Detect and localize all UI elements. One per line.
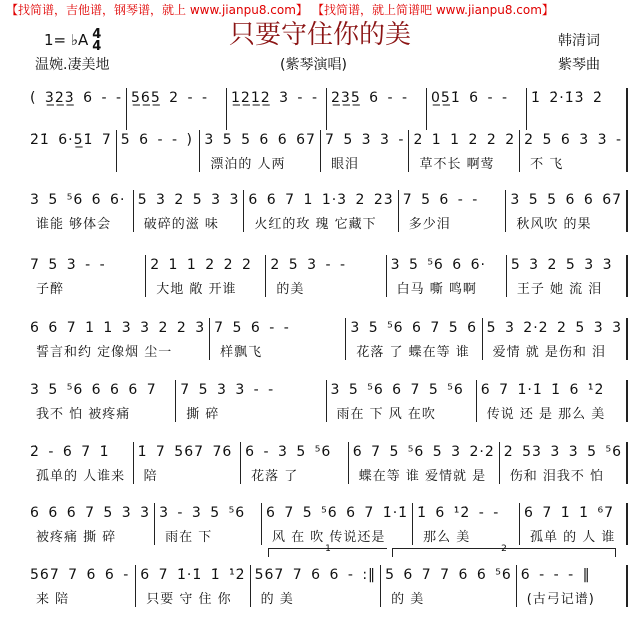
measure-lyric: 白马 嘶 鸣啊 — [396, 282, 477, 297]
measure-notes: 2 53 3 3 5 ⁵6 — [503, 444, 622, 460]
measure-lyric: 花落 了 蝶在等 谁 — [356, 345, 470, 360]
measure-notes: 5 3 2 5 3 3 — [137, 192, 240, 208]
measure-lyric: 那么 美 — [423, 530, 471, 545]
measure — [210, 318, 346, 360]
measure — [500, 442, 628, 484]
measure-notes: 6 7 5 ⁵6 5 3 2·2 — [352, 444, 495, 460]
measure — [26, 255, 146, 297]
measure-lyric: 的美 — [276, 282, 305, 297]
measure — [520, 503, 628, 545]
measure-notes: 5 3 2·2 2 5 3 3 — [486, 320, 623, 336]
measure-notes: 3 5 ⁵6 6 6 6 7 — [30, 382, 157, 398]
measure — [200, 130, 321, 172]
measure — [266, 255, 386, 297]
measure — [321, 130, 409, 172]
measure-notes: 3 - 3 5 ⁵6 — [159, 505, 246, 521]
measure-lyric — [30, 108, 122, 130]
measure — [127, 88, 227, 130]
measure-lyric — [531, 108, 622, 130]
score-row — [26, 380, 628, 422]
watermark[interactable]: 【找简谱，吉他谱，钢琴谱，就上 www.jianpu8.com】 — [6, 3, 308, 17]
measure-notes: 6 6 7 1 1·3 2 23 — [248, 192, 394, 208]
measure-notes: 5 6 - - ) — [120, 132, 193, 148]
measure-lyric: 子醉 — [36, 282, 65, 297]
measure — [409, 130, 520, 172]
measure-lyric: 陪 — [143, 469, 158, 484]
time-signature — [92, 26, 102, 54]
measure-notes: 5 6 7 7 6 6 ⁵6 — [385, 567, 512, 583]
measure-notes: 6 7 1̇·1̇ 1̇ 6 ¹̇2̇ — [480, 382, 605, 398]
measure-notes: 7 5 3 3 - - — [180, 382, 275, 398]
measure — [477, 380, 628, 422]
measure — [26, 130, 117, 172]
measure — [346, 318, 482, 360]
measure — [483, 318, 628, 360]
measure — [26, 88, 127, 130]
measure-lyric: 来 陪 — [36, 592, 70, 607]
measure-lyric: 爱情 就 是伤和 泪 — [492, 345, 606, 360]
key: 1= ♭A — [44, 31, 89, 49]
measure — [155, 503, 262, 545]
measure-notes: 2 1 1 2 2 2 — [150, 257, 252, 273]
measure — [349, 442, 500, 484]
measure-lyric — [331, 108, 422, 130]
measure — [413, 503, 520, 545]
lyricist: 韩清词 — [558, 33, 600, 49]
measure — [26, 318, 210, 360]
measure — [176, 380, 326, 422]
measure-lyric: 谁能 够体会 — [36, 217, 112, 232]
measure — [26, 565, 136, 607]
measure — [427, 88, 527, 130]
time-bottom: 4 — [92, 38, 102, 54]
measure-notes: 2̇1̇ 6·5̲1̇ 7 — [30, 132, 112, 148]
measure-notes: 567 7 6 6 - :‖ — [254, 567, 377, 583]
measure-notes: 3 5 ⁵6 6 7 5 6 — [350, 320, 478, 336]
measure-notes: 2̲3̲5̲ 6 - - — [331, 90, 409, 106]
measure-notes: 6 - - - ‖ — [520, 567, 591, 583]
measure-lyric: 多少泪 — [408, 217, 451, 232]
score-row — [26, 255, 628, 297]
measure — [117, 130, 201, 172]
score-row — [26, 88, 628, 130]
measure-notes: 3 5 5 6 6 67 — [204, 132, 316, 148]
measure-notes: 0̲5̲1̇ 6 - - — [431, 90, 509, 106]
measure-notes: 3 5 5 6 6 67 — [510, 192, 623, 208]
measure-notes: 1̇ 6 ¹̇2̇ - - — [417, 505, 500, 521]
measure — [26, 503, 155, 545]
volta-2: 2 — [392, 548, 616, 557]
measure-lyric: 伤和 泪我不 怕 — [509, 469, 605, 484]
measure-lyric: 不 飞 — [530, 157, 564, 172]
song-title: 只要守住你的美 — [228, 20, 411, 50]
measure-lyric: 大地 敞 开谁 — [156, 282, 237, 297]
measure-notes: 2 5 3 - - — [270, 257, 347, 273]
measure-notes: 5̲6̲5̲ 2 - - — [131, 90, 209, 106]
measure-notes: 2 5 6 3 3 - — [524, 132, 622, 148]
measure-lyric: 的 美 — [260, 592, 294, 607]
measure-notes: 6 6 6 7 5 3 3 — [30, 505, 151, 521]
score-row — [26, 442, 628, 484]
measure-notes: 6 7 1̇ 1̇ ⁶7 — [524, 505, 614, 521]
volta-1: 1 — [268, 548, 387, 557]
measure-lyric: 眼泪 — [330, 157, 359, 172]
measure-lyric: 破碎的滋 味 — [143, 217, 219, 232]
measure — [134, 442, 242, 484]
measure-notes: 6 6 7 1 1 3 3 2 2 3 — [30, 320, 206, 336]
measure-notes: 7 5 3 - - — [30, 257, 106, 273]
measure-notes: 1̲2̲1̲2̲ 3 - - — [231, 90, 318, 106]
measure-lyric: 王子 她 流 泪 — [516, 282, 603, 297]
measure — [227, 88, 327, 130]
score-row — [26, 130, 628, 172]
measure — [527, 88, 628, 130]
score-row — [26, 318, 628, 360]
measure-lyric: 的 美 — [391, 592, 425, 607]
measure — [134, 190, 245, 232]
measure-lyric: 草不长 啊莺 — [419, 157, 495, 172]
time-top: 4 — [92, 26, 102, 42]
measure — [146, 255, 266, 297]
measure-lyric: (古弓记谱) — [526, 592, 595, 607]
measure-notes: 7 5 6 - - — [214, 320, 290, 336]
measure-lyric: 孤单 的 人 谁 — [530, 530, 616, 545]
measure-notes: 1̇ 7 567 76 — [137, 444, 233, 460]
measure — [244, 190, 398, 232]
measure-notes: 6 7 1̇·1̇ 1̇ ¹̇2̇ — [140, 567, 246, 583]
measure-lyric: 传说 还 是 那么 美 — [486, 407, 606, 422]
singer: (紫琴演唱) — [280, 57, 347, 73]
measure-notes: 2 1 1 2 2 2 — [413, 132, 516, 148]
measure-notes: 2̇ - 6 7 1̇ — [30, 444, 110, 460]
score-row — [26, 565, 628, 607]
measure — [507, 255, 628, 297]
measure — [387, 255, 507, 297]
measure-notes: 7 5 3 3 - — [324, 132, 405, 148]
measure — [136, 565, 250, 607]
measure — [506, 190, 628, 232]
measure — [251, 565, 381, 607]
measure-lyric — [231, 108, 322, 130]
watermark-overlay: 【找简谱，就上简谱吧 www.jianpu8.com】 — [312, 3, 554, 17]
measure-lyric: 雨在 下 风 在吹 — [336, 407, 436, 422]
measure-lyric: 被疼痛 撕 碎 — [36, 530, 117, 545]
measure — [26, 380, 176, 422]
measure-lyric — [131, 108, 222, 130]
measure-notes: 3 5 ⁵6 6 7 5 ⁵6 — [330, 382, 464, 398]
score-row — [26, 190, 628, 232]
measure-lyric: 秋风吹 的果 — [516, 217, 592, 232]
composer: 紫琴曲 — [558, 57, 600, 73]
measure-notes: 1̇ 2̇·1̇3̇ 2̇ — [531, 90, 603, 106]
measure-notes: ( 3̲2̲3̲ 6 - - — [30, 90, 122, 106]
measure-lyric: 撕 碎 — [186, 407, 220, 422]
measure-lyric: 风 在 吹 传说还是 — [272, 530, 386, 545]
measure — [517, 565, 628, 607]
measure-lyric — [30, 150, 112, 172]
measure — [327, 380, 477, 422]
mood-marking: 温婉.凄美地 — [35, 57, 110, 73]
measure-notes: 3 5 ⁵6 6 6· — [390, 257, 487, 273]
measure — [26, 442, 134, 484]
measure-lyric: 样飘飞 — [220, 345, 263, 360]
measure — [262, 503, 413, 545]
measure-lyric: 火红的玫 瑰 它藏下 — [254, 217, 377, 232]
measure-lyric: 我不 怕 被疼痛 — [36, 407, 131, 422]
measure — [381, 565, 517, 607]
measure-notes: 3 5 ⁵6 6 6· — [30, 192, 126, 208]
measure-notes: 567 7 6 6 - — [30, 567, 130, 583]
key-signature — [44, 28, 101, 54]
measure-notes: 7 5 6 - - — [402, 192, 479, 208]
measure-lyric — [431, 108, 522, 130]
measure-notes: 6 - 3 5 ⁵6 — [245, 444, 332, 460]
measure — [327, 88, 427, 130]
measure-notes: 5 3 2 5 3 3 — [510, 257, 613, 273]
measure — [241, 442, 349, 484]
measure-lyric: 雨在 下 — [165, 530, 213, 545]
measure-lyric: 誓言和约 定像烟 尘一 — [36, 345, 173, 360]
measure-lyric: 只要 守 住 你 — [146, 592, 232, 607]
measure — [399, 190, 507, 232]
measure — [520, 130, 628, 172]
measure-lyric — [121, 150, 196, 172]
measure-lyric: 孤单的 人谁来 — [36, 469, 126, 484]
measure-notes: 6 7 5 ⁵6 6 7 1̇·1̇ — [266, 505, 409, 521]
measure — [26, 190, 134, 232]
score-row — [26, 503, 628, 545]
measure-lyric: 漂泊的 人两 — [210, 157, 286, 172]
measure-lyric: 蝶在等 谁 爱情就 是 — [358, 469, 487, 484]
measure-lyric: 花落 了 — [251, 469, 299, 484]
